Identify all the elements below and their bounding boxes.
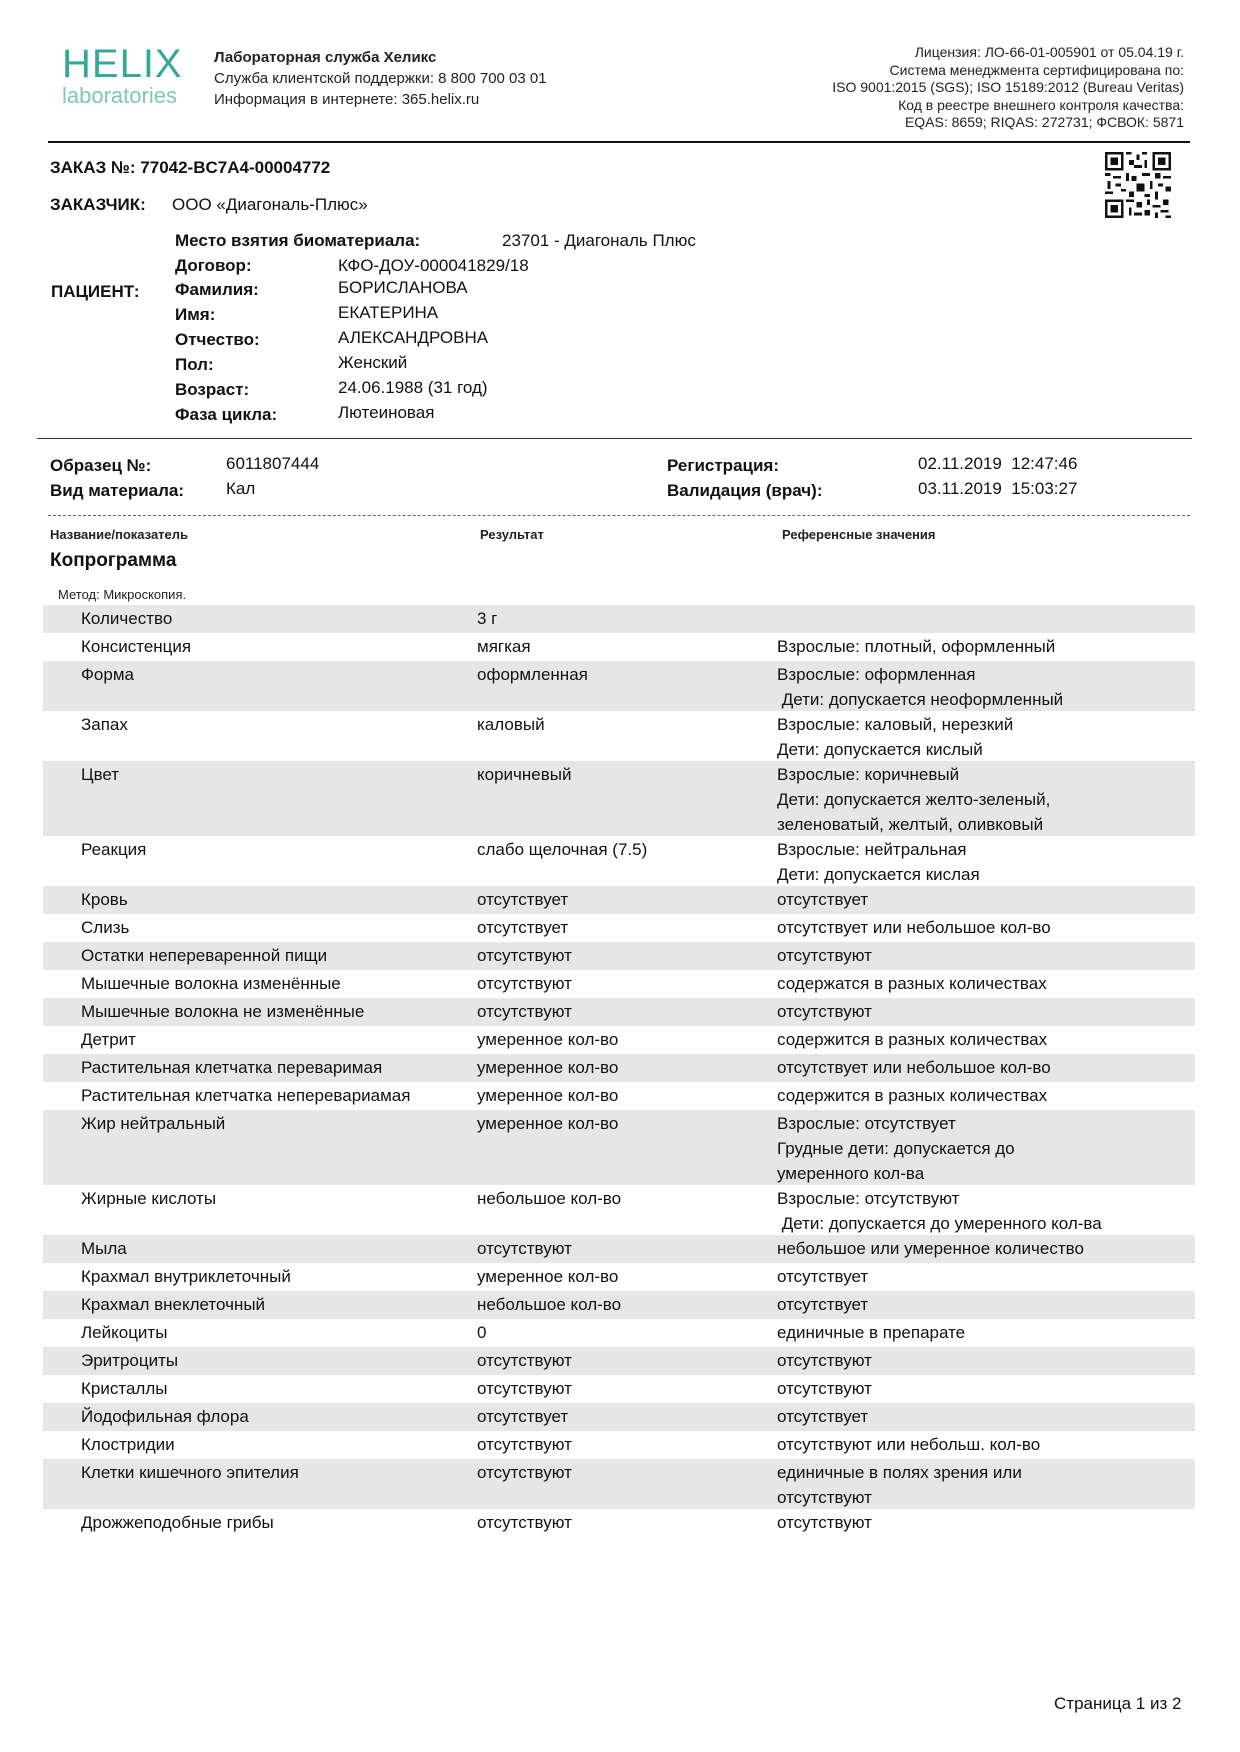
parameter-result: отсутствуют bbox=[477, 1002, 572, 1021]
parameter-result: каловый bbox=[477, 715, 545, 734]
parameter-name: Мышечные волокна изменённые bbox=[81, 974, 341, 993]
parameter-result: умеренное кол-во bbox=[477, 1030, 619, 1049]
validation-label: Валидация (врач): bbox=[667, 481, 823, 500]
parameter-result: отсутствует bbox=[477, 1407, 569, 1426]
patronymic-label: Отчество: bbox=[175, 330, 260, 349]
parameter-name: Клостридии bbox=[81, 1435, 175, 1454]
reference-line: отсутствует или небольшое кол-во bbox=[777, 1058, 1051, 1077]
parameter-name: Жирные кислоты bbox=[81, 1189, 217, 1208]
reference-line: содержится в разных количествах bbox=[777, 1030, 1048, 1049]
results-table bbox=[43, 605, 1195, 1537]
parameter-name: Йодофильная флора bbox=[81, 1407, 249, 1426]
parameter-name: Растительная клетчатка неперевариамая bbox=[81, 1086, 411, 1105]
license-line: Система менеджмента сертифицирована по: bbox=[889, 61, 1184, 78]
parameter-reference bbox=[777, 943, 1187, 968]
table-row bbox=[43, 1509, 1195, 1537]
reference-line: содержатся в разных количествах bbox=[777, 974, 1047, 993]
table-row bbox=[43, 1082, 1195, 1110]
surname-value: БОРИСЛАНОВА bbox=[338, 278, 468, 297]
parameter-name: Дрожжеподобные грибы bbox=[81, 1513, 274, 1532]
patronymic-value: АЛЕКСАНДРОВНА bbox=[338, 328, 489, 347]
license-info bbox=[832, 44, 1184, 132]
table-row bbox=[43, 1110, 1195, 1185]
parameter-reference bbox=[777, 915, 1187, 940]
parameter-result: небольшое кол-во bbox=[477, 1189, 622, 1208]
reference-line: Взрослые: плотный, оформленный bbox=[777, 637, 1056, 656]
method-note: Метод: Микроскопия. bbox=[58, 587, 187, 602]
reference-line: Взрослые: отсутствуют bbox=[777, 1189, 960, 1208]
reference-line: Дети: допускается желто-зеленый, bbox=[777, 790, 1051, 809]
parameter-result: отсутствуют bbox=[477, 1435, 572, 1454]
reference-line: Дети: допускается кислый bbox=[777, 740, 983, 759]
parameter-result: умеренное кол-во bbox=[477, 1267, 619, 1286]
parameter-reference bbox=[777, 1292, 1187, 1317]
material-label: Вид материала: bbox=[50, 481, 185, 500]
sex-label: Пол: bbox=[175, 355, 214, 374]
contract-value: КФО-ДОУ-000041829/18 bbox=[338, 256, 529, 275]
parameter-name: Остатки непереваренной пищи bbox=[81, 946, 328, 965]
contract-label: Договор: bbox=[175, 256, 252, 275]
table-row bbox=[43, 1054, 1195, 1082]
reference-line: отсутствует bbox=[777, 890, 869, 909]
table-row bbox=[43, 1375, 1195, 1403]
parameter-name: Крахмал внеклеточный bbox=[81, 1295, 266, 1314]
reference-line: отсутствуют bbox=[777, 1351, 872, 1370]
customer-label: ЗАКАЗЧИК: bbox=[50, 195, 146, 214]
table-row bbox=[43, 1263, 1195, 1291]
logo-main-text: HELIX bbox=[62, 42, 183, 86]
reference-line: Взрослые: оформленная bbox=[777, 665, 976, 684]
table-row bbox=[43, 998, 1195, 1026]
parameter-reference bbox=[777, 1236, 1187, 1261]
parameter-reference bbox=[777, 1320, 1187, 1345]
parameter-result: отсутствуют bbox=[477, 1351, 572, 1370]
column-header-result: Результат bbox=[480, 527, 544, 542]
sample-number-value: 6011807444 bbox=[226, 454, 320, 473]
reference-line: небольшое или умеренное количество bbox=[777, 1239, 1084, 1258]
reference-line: отсутствуют bbox=[777, 1488, 872, 1507]
parameter-name: Мышечные волокна не изменённые bbox=[81, 1002, 365, 1021]
age-value: 24.06.1988 (31 год) bbox=[338, 378, 488, 397]
license-line: Код в реестре внешнего контроля качества: bbox=[898, 96, 1184, 113]
table-row bbox=[43, 1185, 1195, 1235]
first-name-label: Имя: bbox=[175, 305, 216, 324]
parameter-name: Форма bbox=[81, 665, 134, 684]
table-row bbox=[43, 633, 1195, 661]
reference-line: отсутствует bbox=[777, 1407, 869, 1426]
parameter-reference bbox=[777, 1083, 1187, 1108]
helix-logo bbox=[62, 44, 192, 108]
table-row bbox=[43, 1431, 1195, 1459]
parameter-result: умеренное кол-во bbox=[477, 1114, 619, 1133]
parameter-name: Крахмал внутриклеточный bbox=[81, 1267, 291, 1286]
parameter-reference bbox=[777, 1186, 1187, 1236]
parameter-name: Запах bbox=[81, 715, 128, 734]
sample-number-label: Образец №: bbox=[50, 456, 152, 475]
reference-line: единичные в препарате bbox=[777, 1323, 966, 1342]
parameter-reference bbox=[777, 1264, 1187, 1289]
license-line: Лицензия: ЛО-66-01-005901 от 05.04.19 г. bbox=[914, 44, 1184, 60]
table-row bbox=[43, 970, 1195, 998]
registration-label: Регистрация: bbox=[667, 456, 780, 475]
parameter-result: оформленная bbox=[477, 665, 588, 684]
reference-line: Дети: допускается кислая bbox=[777, 865, 980, 884]
parameter-result: небольшое кол-во bbox=[477, 1295, 622, 1314]
table-row bbox=[43, 886, 1195, 914]
lab-name: Лабораторная служба Хеликс bbox=[214, 49, 437, 66]
reference-line: Дети: допускается неоформленный bbox=[777, 690, 1064, 709]
patient-divider bbox=[37, 438, 1192, 439]
qr-code-icon bbox=[1105, 152, 1171, 218]
parameter-name: Цвет bbox=[81, 765, 120, 784]
parameter-result: отсутствуют bbox=[477, 946, 572, 965]
order-number: ЗАКАЗ №: 77042-BC7A4-00004772 bbox=[50, 158, 331, 177]
parameter-result: отсутствуют bbox=[477, 1379, 572, 1398]
parameter-name: Жир нейтральный bbox=[81, 1114, 226, 1133]
table-row bbox=[43, 836, 1195, 886]
table-row bbox=[43, 711, 1195, 761]
parameter-result: отсутствует bbox=[477, 890, 569, 909]
parameter-result: коричневый bbox=[477, 765, 572, 784]
support-phone: Служба клиентской поддержки: 8 800 700 03 01 bbox=[214, 70, 547, 87]
parameter-reference bbox=[777, 1404, 1187, 1429]
sex-value: Женский bbox=[338, 353, 408, 372]
table-row bbox=[43, 914, 1195, 942]
reference-line: отсутствуют bbox=[777, 946, 872, 965]
parameter-name: Консистенция bbox=[81, 637, 192, 656]
table-row bbox=[43, 761, 1195, 836]
validation-value: 03.11.2019 15:03:27 bbox=[918, 479, 1078, 498]
reference-line: Взрослые: коричневый bbox=[777, 765, 960, 784]
parameter-reference bbox=[777, 1432, 1187, 1457]
parameter-result: отсутствуют bbox=[477, 1239, 572, 1258]
reference-line: содержится в разных количествах bbox=[777, 1086, 1048, 1105]
table-row bbox=[43, 942, 1195, 970]
table-row bbox=[43, 661, 1195, 711]
parameter-reference bbox=[777, 712, 1187, 762]
parameter-result: слабо щелочная (7.5) bbox=[477, 840, 648, 859]
parameter-name: Лейкоциты bbox=[81, 1323, 168, 1342]
table-row bbox=[43, 605, 1195, 633]
parameter-result: 3 г bbox=[477, 609, 498, 628]
cycle-phase-value: Лютеиновая bbox=[338, 403, 435, 422]
reference-line: отсутствуют bbox=[777, 1379, 872, 1398]
parameter-name: Кристаллы bbox=[81, 1379, 168, 1398]
section-title: Копрограмма bbox=[50, 550, 177, 571]
table-row bbox=[43, 1319, 1195, 1347]
first-name-value: ЕКАТЕРИНА bbox=[338, 303, 439, 322]
cycle-phase-label: Фаза цикла: bbox=[175, 405, 278, 424]
parameter-reference bbox=[777, 1027, 1187, 1052]
license-line: EQAS: 8659; RIQAS: 272731; ФСВОК: 5871 bbox=[904, 114, 1184, 130]
parameter-result: умеренное кол-во bbox=[477, 1086, 619, 1105]
parameter-name: Количество bbox=[81, 609, 173, 628]
parameter-reference bbox=[777, 1376, 1187, 1401]
material-value: Кал bbox=[226, 479, 256, 498]
parameter-reference bbox=[777, 837, 1187, 887]
parameter-result: отсутствуют bbox=[477, 974, 572, 993]
parameter-result: отсутствуют bbox=[477, 1463, 572, 1482]
parameter-result: умеренное кол-во bbox=[477, 1058, 619, 1077]
header-divider bbox=[48, 141, 1190, 143]
parameter-result: отсутствует bbox=[477, 918, 569, 937]
parameter-reference bbox=[777, 1111, 1187, 1186]
parameter-reference bbox=[777, 662, 1187, 712]
surname-label: Фамилия: bbox=[175, 280, 259, 299]
parameter-name: Мыла bbox=[81, 1239, 127, 1258]
parameter-reference bbox=[777, 762, 1187, 837]
reference-line: отсутствует или небольшое кол-во bbox=[777, 918, 1051, 937]
biomaterial-site-value: 23701 - Диагональ Плюс bbox=[502, 231, 696, 250]
website-info: Информация в интернете: 365.helix.ru bbox=[214, 91, 480, 108]
parameter-reference bbox=[777, 1510, 1187, 1535]
parameter-name: Растительная клетчатка переваримая bbox=[81, 1058, 383, 1077]
reference-line: умеренного кол-ва bbox=[777, 1164, 925, 1183]
parameter-name: Детрит bbox=[81, 1030, 136, 1049]
license-line: ISO 9001:2015 (SGS); ISO 15189:2012 (Bureau Veritas) bbox=[832, 79, 1184, 95]
column-header-name: Название/показатель bbox=[50, 527, 189, 542]
parameter-name: Реакция bbox=[81, 840, 147, 859]
patient-label: ПАЦИЕНТ: bbox=[51, 282, 140, 301]
reference-line: единичные в полях зрения или bbox=[777, 1463, 1022, 1482]
biomaterial-site-label: Место взятия биоматериала: bbox=[175, 231, 421, 250]
reference-line: зеленоватый, желтый, оливковый bbox=[777, 815, 1044, 834]
reference-line: Дети: допускается до умеренного кол-ва bbox=[777, 1214, 1102, 1233]
reference-line: Взрослые: каловый, нерезкий bbox=[777, 715, 1014, 734]
parameter-reference bbox=[777, 887, 1187, 912]
table-row bbox=[43, 1291, 1195, 1319]
lab-info bbox=[214, 47, 547, 110]
reference-line: Грудные дети: допускается до bbox=[777, 1139, 1015, 1158]
reference-line: Взрослые: отсутствует bbox=[777, 1114, 956, 1133]
parameter-reference bbox=[777, 1460, 1187, 1510]
sample-divider bbox=[48, 515, 1190, 516]
page-number: Страница 1 из 2 bbox=[1054, 1694, 1182, 1713]
column-header-reference: Референсные значения bbox=[782, 527, 936, 542]
parameter-name: Эритроциты bbox=[81, 1351, 179, 1370]
table-row bbox=[43, 1235, 1195, 1263]
parameter-result: отсутствуют bbox=[477, 1513, 572, 1532]
parameter-reference bbox=[777, 634, 1187, 659]
reference-line: отсутствует bbox=[777, 1267, 869, 1286]
parameter-result: мягкая bbox=[477, 637, 531, 656]
parameter-reference bbox=[777, 1055, 1187, 1080]
table-row bbox=[43, 1026, 1195, 1054]
reference-line: Взрослые: нейтральная bbox=[777, 840, 967, 859]
reference-line: отсутствуют или небольш. кол-во bbox=[777, 1435, 1041, 1454]
parameter-result: 0 bbox=[477, 1323, 487, 1342]
age-label: Возраст: bbox=[175, 380, 250, 399]
table-row bbox=[43, 1347, 1195, 1375]
table-row bbox=[43, 1459, 1195, 1509]
reference-line: отсутствуют bbox=[777, 1002, 872, 1021]
parameter-name: Кровь bbox=[81, 890, 128, 909]
parameter-name: Слизь bbox=[81, 918, 130, 937]
parameter-reference bbox=[777, 999, 1187, 1024]
reference-line: отсутствует bbox=[777, 1295, 869, 1314]
registration-value: 02.11.2019 12:47:46 bbox=[918, 454, 1078, 473]
customer-value: ООО «Диагональ-Плюс» bbox=[172, 195, 368, 214]
parameter-reference bbox=[777, 1348, 1187, 1373]
logo-sub-text: laboratories bbox=[62, 83, 177, 108]
parameter-reference bbox=[777, 971, 1187, 996]
reference-line: отсутствуют bbox=[777, 1513, 872, 1532]
table-row bbox=[43, 1403, 1195, 1431]
parameter-name: Клетки кишечного эпителия bbox=[81, 1463, 299, 1482]
